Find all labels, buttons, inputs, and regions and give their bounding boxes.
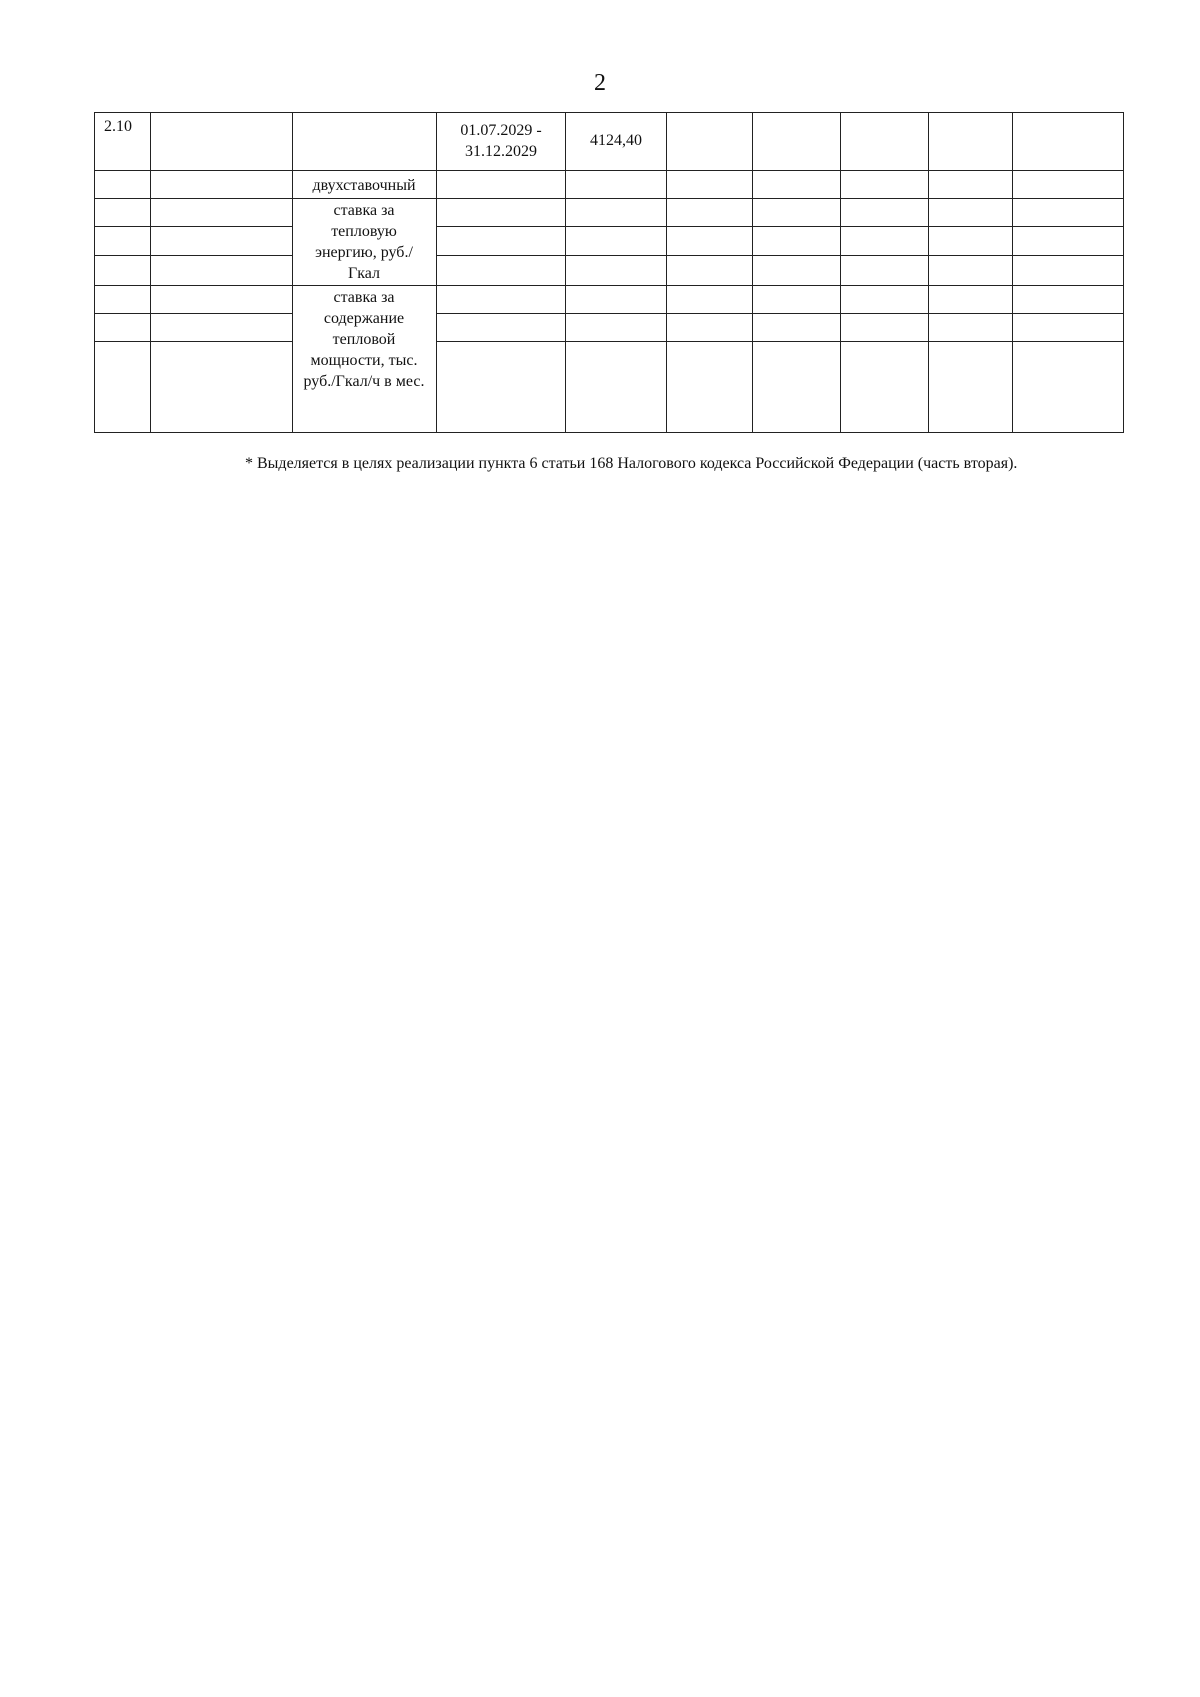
row-divider — [436, 313, 1124, 314]
row-divider — [94, 313, 292, 314]
column-divider — [928, 112, 929, 432]
row-divider — [436, 341, 1124, 342]
value-cell: 4124,40 — [590, 132, 642, 149]
column-divider — [752, 112, 753, 432]
table-border-top — [94, 112, 1124, 113]
column-divider — [436, 112, 437, 432]
row-divider — [94, 198, 1124, 199]
row-divider — [436, 226, 1124, 227]
row-divider — [436, 255, 1124, 256]
column-divider — [1123, 112, 1124, 432]
column-divider — [565, 112, 566, 432]
row-number-cell: 2.10 — [104, 118, 132, 135]
page-number: 2 — [594, 70, 606, 96]
row-divider — [94, 226, 292, 227]
column-divider — [292, 112, 293, 432]
column-divider — [94, 112, 95, 432]
footnote: * Выделяется в целях реализации пункта 6 статьи 168 Налогового кодекса Российской Федерации (часть вторая). — [245, 455, 1018, 472]
column-divider — [150, 112, 151, 432]
row-divider — [94, 255, 292, 256]
table-border-bottom — [94, 432, 1124, 433]
column-divider — [666, 112, 667, 432]
period-cell: 01.07.2029 - 31.12.2029 — [460, 122, 542, 160]
row-divider — [94, 170, 1124, 171]
energy-rate-label: ставка за тепловую энергию, руб./Гкал — [315, 202, 413, 282]
tariff-type-label: двухставочный — [312, 177, 416, 194]
row-divider — [94, 285, 1124, 286]
column-divider — [840, 112, 841, 432]
capacity-rate-label: ставка за содержание тепловой мощности, тыс. руб./Гкал/ч в мес. — [303, 289, 425, 390]
row-divider — [94, 341, 292, 342]
tariff-table — [94, 112, 1124, 432]
column-divider — [1012, 112, 1013, 432]
